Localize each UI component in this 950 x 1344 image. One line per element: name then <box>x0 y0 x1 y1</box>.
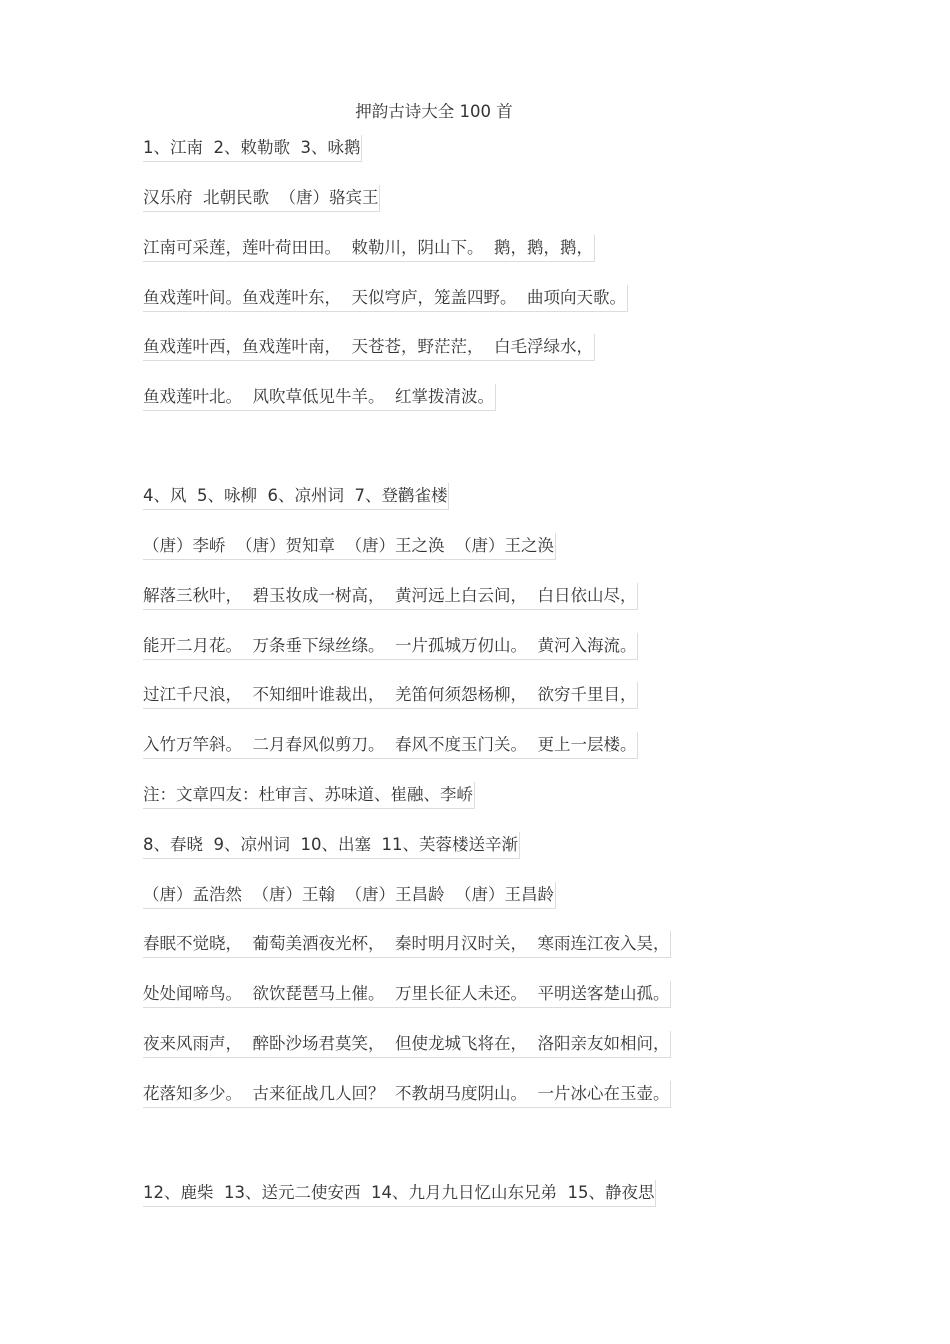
text-line: 能开二月花。 万条垂下绿丝绦。 一片孤城万仞山。 黄河入海流。 <box>143 633 638 660</box>
text-line: （唐）李峤 （唐）贺知章 （唐）王之涣 （唐）王之涣 <box>143 533 556 560</box>
text-line: 8、春晓 9、凉州词 10、出塞 11、芙蓉楼送辛渐 <box>143 832 520 859</box>
text-line: 4、风 5、咏柳 6、凉州词 7、登鹳雀楼 <box>143 483 449 510</box>
text-line: 处处闻啼鸟。 欲饮琵琶马上催。 万里长征人未还。 平明送客楚山孤。 <box>143 981 671 1008</box>
text-line: 春眠不觉晓， 葡萄美酒夜光杯， 秦时明月汉时关， 寒雨连江夜入吴， <box>143 931 671 958</box>
text-line: 1、江南 2、敕勒歌 3、咏鹅 <box>143 135 362 162</box>
text-line: 注：文章四友：杜审言、苏味道、崔融、李峤 <box>143 782 475 809</box>
text-line: 鱼戏莲叶间。鱼戏莲叶东， 天似穹庐，笼盖四野。 曲项向天歌。 <box>143 285 628 312</box>
text-line: （唐）孟浩然 （唐）王翰 （唐）王昌龄 （唐）王昌龄 <box>143 882 556 909</box>
text-line: 鱼戏莲叶西，鱼戏莲叶南， 天苍苍，野茫茫， 白毛浮绿水， <box>143 334 595 361</box>
text-line: 汉乐府 北朝民歌 （唐）骆宾王 <box>143 185 380 212</box>
text-line: 解落三秋叶， 碧玉妆成一树高， 黄河远上白云间， 白日依山尽， <box>143 583 638 610</box>
text-line: 12、鹿柴 13、送元二使安西 14、九月九日忆山东兄弟 15、静夜思 <box>143 1180 656 1207</box>
text-line: 夜来风雨声， 醉卧沙场君莫笑， 但使龙城飞将在， 洛阳亲友如相问， <box>143 1031 671 1058</box>
text-line: 鱼戏莲叶北。 风吹草低见牛羊。 红掌拨清波。 <box>143 384 496 411</box>
text-line: 花落知多少。 古来征战几人回？ 不教胡马度阴山。 一片冰心在玉壶。 <box>143 1081 671 1108</box>
text-line: 入竹万竿斜。 二月春风似剪刀。 春风不度玉门关。 更上一层楼。 <box>143 732 638 759</box>
document-title: 押韵古诗大全 100 首 <box>355 102 513 121</box>
text-line: 江南可采莲，莲叶荷田田。 敕勒川，阴山下。 鹅，鹅，鹅， <box>143 235 595 262</box>
text-line: 过江千尺浪， 不知细叶谁裁出， 羌笛何须怨杨柳， 欲穷千里目， <box>143 682 638 709</box>
